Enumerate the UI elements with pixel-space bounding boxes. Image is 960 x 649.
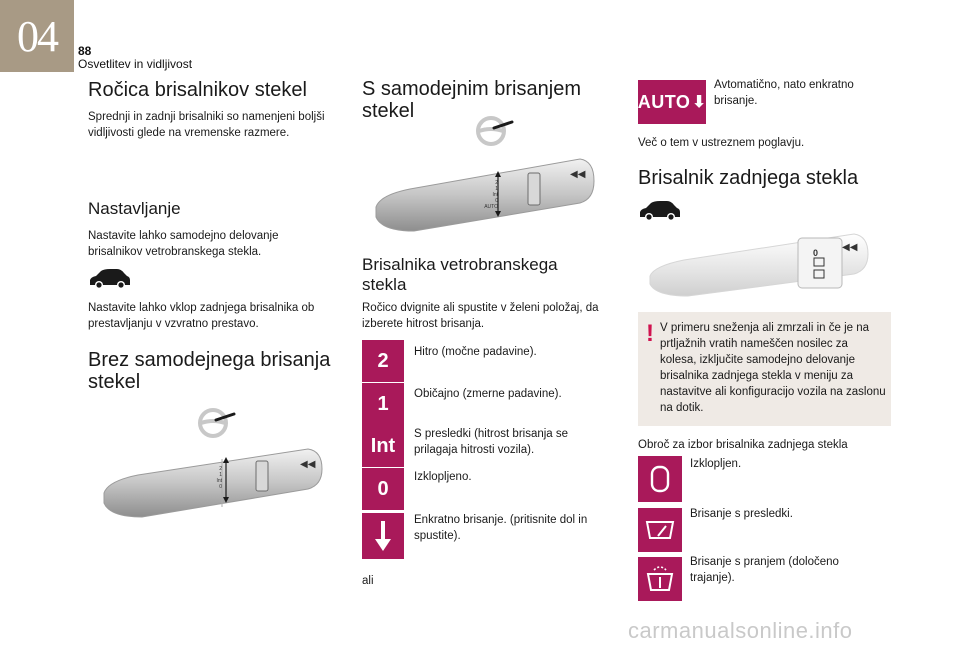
chapter-number: 04 — [17, 11, 57, 61]
page-number: 88 — [78, 44, 92, 58]
setting-text: Nastavite lahko samodejno delovanje brisalnikov vetrobranskega stekla. — [88, 230, 279, 258]
steering-wheel-icon — [474, 114, 514, 148]
speed-int-text: S presledki (hitrost brisanja se prilagaja hitrosti vozila). — [414, 428, 569, 456]
svg-text:◀◀: ◀◀ — [842, 242, 858, 253]
rear-wiper-heading: Brisalnik zadnjega stekla — [638, 167, 859, 189]
no-auto-heading: Brez samodejnega brisanja stekel — [88, 349, 331, 393]
rear-intermittent-text: Brisanje s presledki. — [690, 508, 793, 520]
speed-2-icon: 2 — [362, 340, 404, 382]
stalk-marks-2: 2 1 Int 0 AUTO — [484, 180, 498, 210]
warning-text: V primeru sneženja ali zmrzali in če je na prtljažnih vratih nameščen nosilec za kolesa, izključite samodejno delovanje brisalnika zadnjega stekla v meniju za nastavitve ali konfiguracijo vozila na zaslonu na dotik. — [660, 322, 886, 414]
chapter-tab — [0, 0, 74, 72]
rear-off-icon — [638, 456, 682, 502]
front-wipers-text: Ročico dvignite ali spustite v želeni položaj, da izberete hitrost brisanja. — [362, 302, 599, 330]
main-title: Ročica brisalnikov stekel — [88, 79, 307, 101]
rear-wash-wipe-text: Brisanje s pranjem (določeno trajanje). — [690, 556, 839, 584]
speed-1-text: Običajno (zmerne padavine). — [414, 388, 562, 400]
speed-0-text: Izklopljeno. — [414, 471, 472, 483]
wiper-stalk-illustration — [102, 441, 324, 521]
setting-heading: Nastavljanje — [88, 199, 181, 218]
stalk-marks-1: 2 1 Int 0 — [216, 466, 222, 490]
warning-icon: ! — [646, 320, 654, 347]
intro-text: Sprednji in zadnji brisalniki so namenjeni boljši vidljivosti glede na vremenske razmere. — [88, 111, 325, 139]
rear-wash-wipe-icon — [638, 557, 682, 601]
car-icon — [638, 200, 682, 222]
or-text: ali — [362, 575, 374, 587]
warning-box — [638, 312, 891, 426]
rear-intermittent-icon — [638, 508, 682, 552]
svg-text:◀◀: ◀◀ — [300, 459, 316, 470]
speed-1-icon: 1 — [362, 383, 404, 425]
car-icon — [88, 268, 132, 290]
rear-wiper-stalk-illustration — [648, 228, 870, 300]
speed-2-text: Hitro (močne padavine). — [414, 346, 537, 358]
auto-heading: S samodejnim brisanjem stekel — [362, 78, 581, 122]
single-wipe-text: Enkratno brisanje. (pritisnite dol in spustite). — [414, 514, 588, 542]
rear-reverse-text: Nastavite lahko vklop zadnjega brisalnika ob prestavljanju v vzvratno prestavo. — [88, 302, 315, 330]
section-name: Osvetlitev in vidljivost — [78, 57, 193, 71]
more-info-text: Več o tem v ustreznem poglavju. — [638, 137, 805, 149]
rear-stalk-mark: 0 — [813, 248, 819, 258]
watermark: carmanualsonline.info — [628, 618, 853, 643]
ring-text: Obroč za izbor brisalnika zadnjega stekla — [638, 439, 848, 451]
single-wipe-arrow-down-icon — [362, 513, 404, 559]
auto-text: Avtomatično, nato enkratno brisanje. — [714, 79, 854, 107]
speed-0-icon: 0 — [362, 468, 404, 510]
front-wipers-heading: Brisalnika vetrobranskega stekla — [362, 255, 558, 294]
steering-wheel-icon — [196, 406, 236, 440]
svg-text:◀◀: ◀◀ — [570, 169, 586, 180]
rear-off-text: Izklopljen. — [690, 458, 742, 470]
speed-int-icon: Int — [362, 425, 404, 467]
auto-icon: AUTO ⬇ — [638, 80, 706, 124]
